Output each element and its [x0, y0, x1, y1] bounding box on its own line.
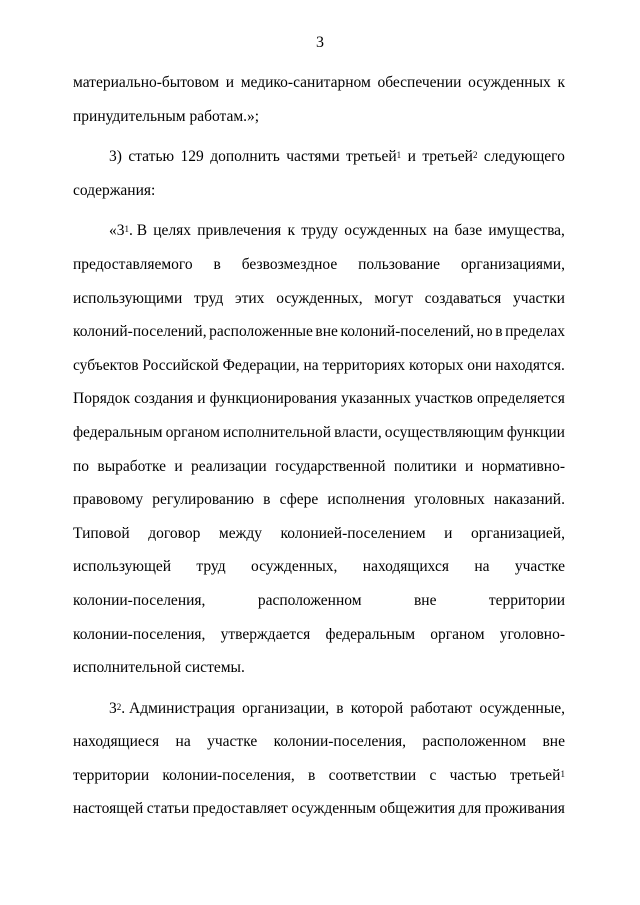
word	[109, 214, 147, 248]
superscript: 2	[472, 150, 478, 161]
word: но	[476, 323, 493, 341]
word: дополнить	[210, 148, 280, 166]
word-text: . Администрация	[121, 699, 235, 717]
word: регулированию	[152, 491, 255, 509]
text-line	[73, 66, 565, 100]
word: субъектов	[73, 356, 139, 374]
word: труд	[194, 289, 224, 307]
word: сфере	[279, 491, 319, 509]
word: труд	[196, 558, 226, 576]
text-line	[73, 315, 565, 349]
word: участке	[207, 733, 258, 751]
text-line	[73, 483, 565, 517]
word	[422, 140, 477, 174]
word: Порядок	[73, 390, 130, 408]
word: осужденных	[468, 74, 551, 91]
word: территории	[73, 766, 150, 784]
word: договор	[148, 524, 201, 542]
word: колонии-поселения,	[73, 591, 206, 609]
word: находящиеся	[73, 733, 160, 751]
word: указанных	[341, 390, 411, 408]
word: утверждается	[220, 625, 311, 643]
text-line	[73, 759, 565, 793]
word: уголовных	[414, 491, 485, 509]
text-line	[73, 725, 565, 759]
word: соответствии	[328, 766, 417, 784]
word: и	[174, 457, 183, 475]
text-line	[73, 282, 565, 316]
word-text: . В	[129, 222, 148, 240]
text-line	[73, 550, 565, 584]
word: к	[557, 74, 565, 91]
superscript: 1	[124, 224, 129, 235]
word: создания	[134, 390, 194, 408]
word: организациями,	[460, 255, 565, 273]
superscript: 1	[560, 768, 565, 779]
superscript: 1	[396, 150, 402, 161]
text-line	[73, 382, 565, 416]
word: реализации	[190, 457, 267, 475]
word	[346, 140, 401, 174]
text-line	[73, 416, 565, 450]
word: колонии-поселения,	[273, 733, 407, 751]
word-text: третьей	[346, 148, 397, 166]
word: исполнения	[327, 491, 406, 509]
word: 3)	[109, 148, 122, 166]
word: частями	[286, 148, 340, 166]
word: функции	[506, 423, 565, 441]
word: колоний-поселений,	[340, 323, 475, 341]
text-line	[73, 248, 565, 282]
paragraph-2	[73, 140, 565, 207]
paragraph-1	[73, 66, 565, 133]
word: осужденных,	[276, 289, 363, 307]
word-text: 3	[109, 699, 117, 717]
word: предоставляемого	[73, 255, 193, 273]
word: правовому	[73, 491, 144, 509]
word: создаваться	[424, 289, 502, 307]
word: использующей	[73, 558, 172, 576]
word: и	[444, 524, 453, 542]
word: привлечения	[197, 222, 282, 240]
word: труду	[301, 222, 339, 240]
word	[510, 759, 565, 793]
word: целях	[153, 222, 192, 240]
word: настоящей	[73, 800, 144, 818]
word: которой	[350, 699, 404, 717]
word: расположенном	[422, 733, 527, 751]
word: органом	[165, 423, 220, 441]
text-line	[73, 450, 565, 484]
text-line: принудительным работам.»;	[73, 107, 260, 125]
text-line	[73, 792, 565, 826]
word: выработке	[97, 457, 166, 475]
word: статью	[128, 148, 175, 166]
word: работают	[410, 699, 473, 717]
text-line	[73, 692, 565, 726]
text-line	[73, 349, 565, 383]
word: расположенном	[257, 591, 362, 609]
paragraph-3	[73, 214, 565, 684]
superscript: 2	[116, 701, 122, 712]
word: наказаний.	[493, 491, 565, 509]
word: и	[197, 390, 206, 408]
word: федеральным	[73, 423, 163, 441]
word: органом	[430, 625, 485, 643]
word: функционирования	[209, 390, 338, 408]
word: уголовно-	[499, 625, 565, 643]
word: колонии-поселения,	[162, 766, 295, 784]
word: материально-бытовом	[73, 74, 220, 91]
word: на	[175, 733, 191, 751]
word: колонией-поселением	[280, 524, 426, 542]
word: участков	[414, 390, 473, 408]
text-line: исполнительной системы.	[73, 659, 245, 677]
word: организации,	[242, 699, 330, 717]
word: федеральным	[325, 625, 416, 643]
word: государственной	[275, 457, 386, 475]
word-text: третьей	[422, 148, 473, 166]
word: с	[429, 766, 437, 784]
word: и	[225, 74, 235, 91]
word	[109, 692, 235, 726]
word: осужденных,	[250, 558, 338, 576]
word: осуществляющим	[384, 423, 504, 441]
word: участке	[514, 558, 565, 576]
word: проживания	[484, 800, 565, 818]
word: расположенные	[209, 323, 313, 341]
word: медико-санитарном	[240, 74, 371, 91]
word: в	[495, 323, 503, 341]
word: безвозмездное	[241, 255, 338, 273]
word: в	[213, 255, 221, 273]
word: вне	[315, 323, 338, 341]
paragraph-4	[73, 692, 565, 826]
page-number: 3	[316, 34, 324, 51]
word: осужденных	[344, 222, 427, 240]
word: находятся.	[495, 356, 565, 374]
word: территории	[488, 591, 565, 609]
word: участки	[513, 289, 565, 307]
text-line	[73, 214, 565, 248]
word: определяется	[476, 390, 565, 408]
word: на	[474, 558, 490, 576]
text-line	[73, 517, 565, 551]
word: осужденные,	[479, 699, 565, 717]
word: имущества,	[488, 222, 565, 240]
word: организацией,	[470, 524, 565, 542]
word: общежития	[379, 800, 456, 818]
word: в	[308, 766, 316, 784]
word: на	[433, 222, 449, 240]
text-line	[73, 140, 565, 174]
word-text: третьей	[509, 766, 561, 784]
word: вне	[542, 733, 565, 751]
word: и	[465, 457, 474, 475]
word: территориях	[322, 356, 406, 374]
word: колонии-поселения,	[73, 625, 206, 643]
word: они	[467, 356, 492, 374]
word: колоний-поселений,	[73, 323, 207, 341]
word: базе	[454, 222, 483, 240]
word: для	[458, 800, 482, 818]
word: этих	[234, 289, 265, 307]
text-line	[73, 618, 565, 652]
word: нормативно-	[481, 457, 565, 475]
word: к	[287, 222, 296, 240]
word: политики	[393, 457, 457, 475]
word: 129	[180, 148, 204, 166]
word: предоставляет	[192, 800, 288, 818]
word: которых	[408, 356, 464, 374]
word: власти,	[334, 423, 382, 441]
text-line: содержания:	[73, 181, 156, 199]
word: исполнительной	[222, 423, 332, 441]
word: осужденным	[291, 800, 376, 818]
word: между	[218, 524, 262, 542]
word: в	[336, 699, 344, 717]
word: обеспечении	[377, 74, 462, 91]
word: Типовой	[73, 524, 130, 542]
word: вне	[413, 591, 437, 609]
word: Федерации,	[222, 356, 300, 374]
text-line	[73, 584, 565, 618]
word: Российской	[142, 356, 219, 374]
word: находящихся	[362, 558, 449, 576]
document-body	[73, 66, 565, 826]
word: использующими	[73, 289, 183, 307]
word: по	[73, 457, 90, 475]
word: могут	[374, 289, 413, 307]
word: статьи	[146, 800, 190, 818]
word: в	[263, 491, 271, 509]
word-text: «3	[109, 222, 125, 240]
word: пользование	[358, 255, 441, 273]
word: на	[303, 356, 319, 374]
word: частью	[449, 766, 497, 784]
word: и	[407, 148, 416, 166]
word: следующего	[483, 148, 565, 166]
word: пределах	[505, 323, 565, 341]
